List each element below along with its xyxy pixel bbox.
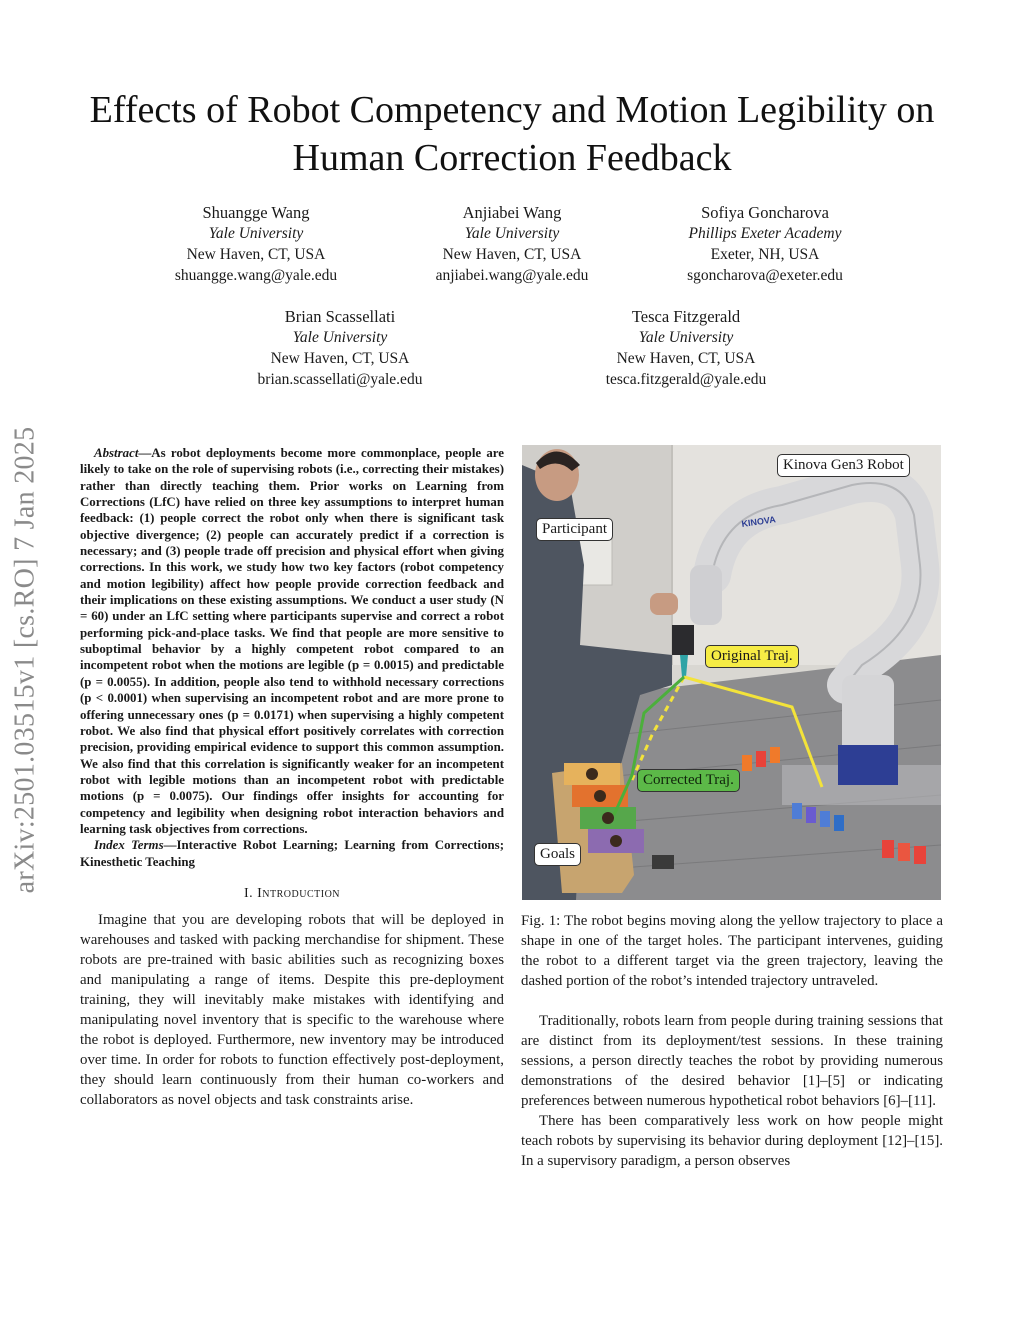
abstract [80, 445, 504, 837]
robot-label: Kinova Gen3 Robot [777, 454, 910, 477]
participant-label: Participant [536, 518, 613, 541]
author-name: Tesca Fitzgerald [631, 307, 741, 326]
intro-paragraph: Imagine that you are developing robots that will be deployed in warehouses and tasked with packing merchandise for shipment. These robots are pre-trained with basic abilities such as recognizing boxes and manipulating a range of items. Despite this pre-deployment training, they will inevitably make mistakes with identifying and manipulating novel inventory that is specific to the warehouse where the robot is deployed. Furthermore, new inventory may be introduced over time. In order for robots to function effectively post-deployment, they should learn continuously from their human co-workers and collaborators as novel objects and task constraints arise. [80, 911, 504, 1108]
figure-photo [522, 445, 941, 900]
author-block-2 [387, 202, 637, 286]
author-email: anjiabei.wang@yale.edu [435, 267, 589, 284]
author-name: Shuangge Wang [202, 203, 310, 222]
author-affiliation: Yale University [208, 225, 304, 242]
index-terms [80, 837, 504, 870]
author-email: sgoncharova@exeter.edu [687, 267, 843, 284]
right-paragraph-2: There has been comparatively less work on how people might teach robots by supervising its behavior during deployment [12]–[15]. In a supervisory paradigm, a person observes [521, 1113, 943, 1169]
author-affiliation: Phillips Exeter Academy [688, 225, 842, 242]
right-paragraph-1: Traditionally, robots learn from people during training sessions that are distinct from its deployment/test sessions. In these training sessions, a person directly teaches the robot by providing numerous demonstrations of the desired behavior [1]–[5] or indicating preferences between numerous hypothetical robot behaviors [6]–[11]. [521, 1013, 943, 1109]
figure-caption: Fig. 1: The robot begins moving along the yellow trajectory to place a shape in one of the target holes. The participant intervenes, guiding the robot to a different target via the green trajectory, leaving the dashed portion of the robot’s intended trajectory untraveled. [521, 913, 943, 989]
author-location: New Haven, CT, USA [442, 246, 582, 263]
author-location: New Haven, CT, USA [616, 350, 756, 367]
author-email: brian.scassellati@yale.edu [257, 371, 423, 388]
author-block-3 [640, 202, 890, 286]
robot-scene-illustration [522, 445, 941, 900]
author-name: Sofiya Goncharova [701, 203, 829, 222]
goals-label: Goals [534, 843, 581, 866]
author-affiliation: Yale University [292, 329, 388, 346]
author-block-1 [131, 202, 381, 286]
original-trajectory-label: Original Traj. [705, 645, 799, 668]
index-terms-text: —Interactive Robot Learning; Learning from Corrections; Kinesthetic Teaching [80, 838, 504, 869]
paper-title: Effects of Robot Competency and Motion Legibility on Human Correction Feedback [89, 89, 935, 179]
author-name: Brian Scassellati [284, 307, 396, 326]
section-heading: I. Introduction [243, 885, 341, 901]
arxiv-identifier [5, 370, 45, 950]
abstract-text: —As robot deployments become more commonplace, people are likely to take on the role of supervising robots (i.e., correcting their mistakes) rather than directly teaching them. Prior works on Learning from Corrections (LfC) have relied on three key assumptions to interpret human feedback: (1) people correct the robot only when there is significant task objective divergence; (2) people can accurately predict if a correction is necessary; and (3) people trade off precision and physical effort when giving corrections. In this work, we study how two key factors (robot competency and motion legibility) affect how people provide correction feedback and their implications on these existing assumptions. We conduct a user study (N = 60) under an LfC setting where participants supervise and correct a robot performing pick-and-place tasks. We find that people are more sensitive to suboptimal behavior by a highly competent robot compared to an incompetent robot when the motions are legible (p = 0.0015) and predictable (p = 0.0055). In addition, people also tend to withhold necessary corrections (p < 0.0001) when supervising an incompetent robot and are more prone to offering unnecessary ones (p = 0.0171) when supervising a highly competent robot. We also find that physical effort positively correlates with correction precision, providing empirical evidence to support this common assumption. We also find that this correlation is significantly weaker for an incompetent robot with legible motions than an incompetent robot with predictable motions (p = 0.0075). Our findings offer insights for accounting for competency and legibility when designing robot interaction behaviors and learning task objectives from corrections. [80, 446, 504, 836]
kinova-brand-text: KINOVA [740, 514, 777, 529]
author-name: Anjiabei Wang [462, 203, 562, 222]
right-column [521, 445, 943, 1171]
left-column [80, 445, 504, 1110]
corrected-trajectory-label: Corrected Traj. [637, 769, 740, 792]
author-email: shuangge.wang@yale.edu [174, 267, 338, 284]
author-email: tesca.fitzgerald@yale.edu [605, 371, 767, 388]
abstract-lead: Abstract [94, 446, 139, 460]
author-block-4 [215, 306, 465, 390]
author-affiliation: Yale University [638, 329, 734, 346]
author-affiliation: Yale University [464, 225, 560, 242]
author-location: Exeter, NH, USA [710, 246, 820, 263]
index-terms-lead: Index Terms [94, 838, 164, 853]
author-location: New Haven, CT, USA [270, 350, 410, 367]
author-block-5 [561, 306, 811, 390]
author-location: New Haven, CT, USA [186, 246, 326, 263]
arxiv-id-text: arXiv:2501.03515v1 [cs.RO] 7 Jan 2025 [9, 426, 41, 894]
